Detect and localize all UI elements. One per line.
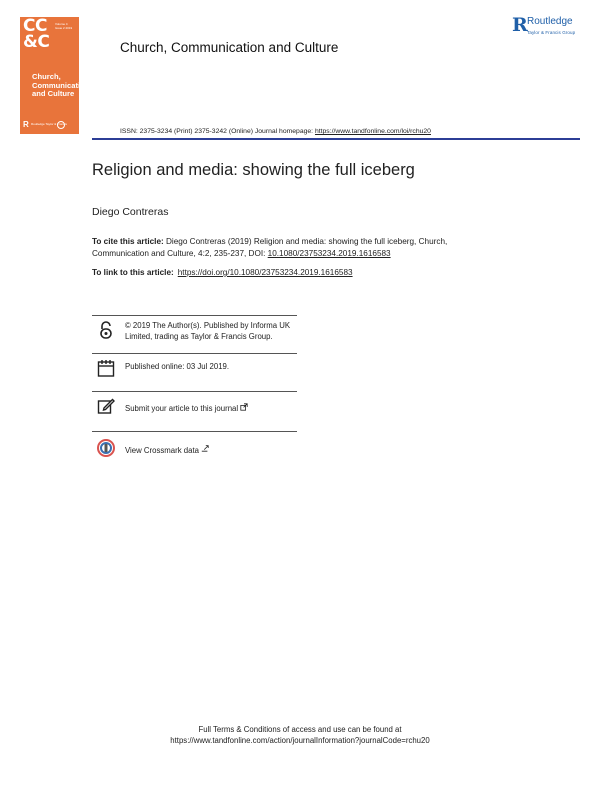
publisher-name: Routledge: [527, 16, 573, 27]
row-divider: [92, 315, 297, 316]
crossmark-row[interactable]: [92, 434, 297, 464]
article-url-link[interactable]: https://doi.org/10.1080/23753234.2019.1616583: [177, 268, 353, 277]
cover-publisher-logo: [23, 121, 73, 130]
license-row: [92, 318, 297, 353]
routledge-logo-icon: R: [512, 14, 528, 36]
row-divider: [92, 353, 297, 354]
cite-label: To cite this article:: [92, 237, 164, 246]
cover-name-line: Communication: [32, 80, 90, 90]
journal-title: Church, Communication and Culture: [120, 40, 339, 55]
cite-text: Diego Contreras (2019) Religion and media: showing the full iceberg, Church, Communication and Culture, 4:2, 235-237, DOI:: [92, 237, 448, 258]
article-author: Diego Contreras: [92, 206, 169, 218]
header-divider: [92, 138, 580, 140]
open-access-icon: [96, 320, 116, 340]
doi-link[interactable]: 10.1080/23753234.2019.1616583: [267, 249, 391, 258]
row-divider: [92, 391, 297, 392]
open-access-badge-icon: [57, 121, 65, 129]
crossmark-text: View Crossmark data: [125, 446, 199, 455]
footer-terms-text: Full Terms & Conditions of access and use can be found at: [198, 725, 402, 734]
publisher-tagline: Taylor & Francis Group: [527, 30, 576, 35]
row-divider: [92, 431, 297, 432]
cover-journal-name: [32, 73, 89, 99]
cover-publisher-text: Routledge Taylor & Francis: [31, 122, 67, 126]
cover-volume-text: Volume 4 Issue 2 2019: [55, 22, 73, 30]
issn-line: [120, 128, 431, 135]
issn-text: ISSN: 2375-3234 (Print) 2375-3242 (Online) Journal homepage:: [120, 128, 315, 135]
crossmark-icon: [96, 438, 116, 458]
license-text: © 2019 The Author(s). Published by Informa UK Limited, trading as Taylor & Francis Group.: [125, 321, 291, 341]
cover-publisher-mark: R: [23, 120, 29, 129]
journal-cover: [20, 16, 90, 134]
citation-block: [92, 236, 492, 260]
submit-article-link[interactable]: [125, 403, 297, 415]
article-title: Religion and media: showing the full iceberg: [92, 161, 415, 179]
link-label: To link to this article:: [92, 268, 174, 277]
cover-abbrev-line2: &C: [23, 32, 50, 52]
cover-name-line: Church,: [32, 72, 61, 81]
journal-homepage-link[interactable]: https://www.tandfonline.com/loi/rchu20: [314, 128, 431, 135]
published-row: [92, 356, 297, 381]
edit-icon: [96, 396, 116, 416]
external-link-icon: [201, 444, 209, 452]
external-link-icon: [240, 403, 248, 411]
calendar-icon: [96, 358, 116, 378]
cover-abbrev-line1: CC: [23, 16, 47, 36]
submit-article-text: Submit your article to this journal: [125, 404, 239, 413]
footer-terms-link[interactable]: https://www.tandfonline.com/action/journalInformation?journalCode=rchu20: [170, 736, 430, 745]
published-date: Published online: 03 Jul 2019.: [125, 362, 230, 371]
cover-name-line: and Culture: [32, 89, 75, 99]
cover-abbreviation: [23, 18, 49, 50]
crossmark-link[interactable]: [125, 444, 297, 457]
submit-row[interactable]: [92, 394, 297, 422]
article-link-line: [92, 268, 353, 277]
